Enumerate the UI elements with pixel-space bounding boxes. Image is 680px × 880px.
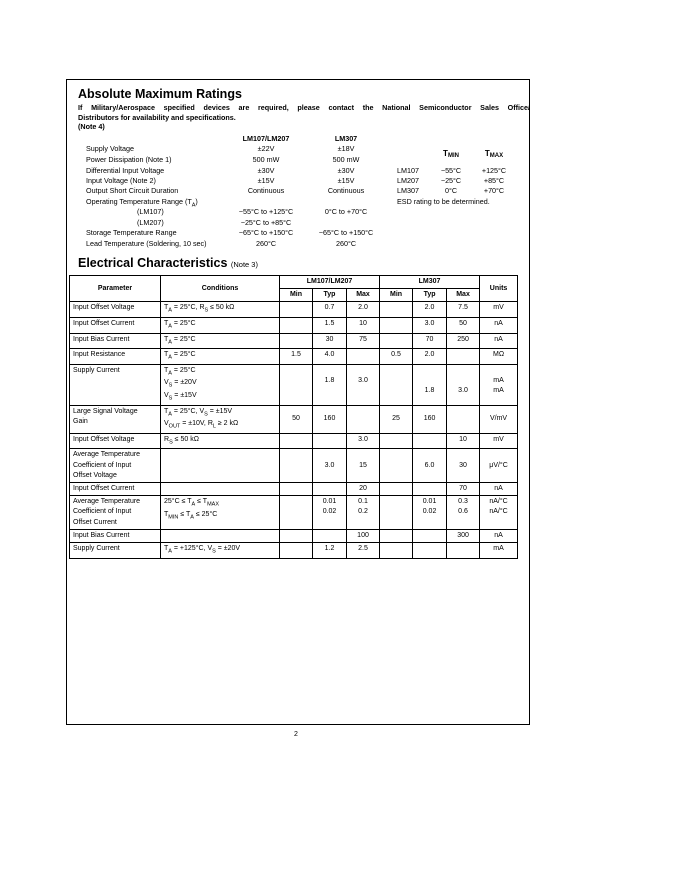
amr-value: −65°C to +150°C xyxy=(238,228,294,237)
value-cell xyxy=(280,318,313,334)
value-cell xyxy=(447,349,480,365)
value-cell xyxy=(313,496,347,530)
parameter-cell xyxy=(70,496,161,530)
value-cell xyxy=(280,364,313,405)
temp-max: +125°C xyxy=(481,166,507,175)
value-cell: 30 xyxy=(313,333,347,349)
value-cell xyxy=(380,542,413,558)
amr-label: Lead Temperature (Soldering, 10 sec) xyxy=(86,239,207,248)
cell-line xyxy=(316,366,343,376)
parameter-cell xyxy=(70,449,161,483)
table-row xyxy=(70,405,518,433)
amr-value: 0°C to +70°C xyxy=(324,207,368,216)
temp-max: +70°C xyxy=(483,186,505,195)
cell-line: $T_A = 25^\circ C$, $R_S \le 50$ kΩ xyxy=(164,304,235,314)
value-cell: 20 xyxy=(347,482,380,495)
value-cell: 1.5 xyxy=(313,318,347,334)
units-cell: nA xyxy=(480,333,518,349)
cell-line: 3.0 xyxy=(358,376,368,384)
header-typ: Typ xyxy=(413,289,447,302)
value-cell xyxy=(413,482,447,495)
cell-line xyxy=(383,386,409,396)
amr-value: −55°C to +125°C xyxy=(238,207,294,216)
cell-line: 0.1 xyxy=(358,498,368,506)
value-cell: 1.5 xyxy=(280,349,313,365)
electrical-characteristics-table xyxy=(69,275,518,559)
amr-value: ±30V xyxy=(337,166,355,175)
units-cell: nA xyxy=(480,318,518,334)
parameter-cell xyxy=(70,318,161,334)
amr-value: 500 mW xyxy=(332,155,360,164)
value-cell xyxy=(380,364,413,405)
cell-line: $R_S \le 50$ kΩ xyxy=(164,435,199,446)
value-cell xyxy=(413,433,447,449)
cell-line: Coefficient of Input xyxy=(73,461,132,469)
parameter-cell xyxy=(70,302,161,318)
value-cell: 2.0 xyxy=(413,302,447,318)
value-cell xyxy=(280,333,313,349)
cell-line xyxy=(383,497,409,507)
temp-part: LM307 xyxy=(397,186,419,195)
amr-value: −65°C to +150°C xyxy=(318,228,374,237)
amr-col-lm307: LM307 xyxy=(334,134,358,143)
units-cell: μV/°C xyxy=(480,449,518,483)
amr-intro-note: (Note 4) xyxy=(78,122,105,131)
value-cell xyxy=(380,318,413,334)
amr-label: (LM207) xyxy=(137,218,164,227)
value-cell: 2.5 xyxy=(347,542,380,558)
table-row xyxy=(70,318,518,334)
cell-line: Coefficient of Input xyxy=(73,508,132,516)
value-cell xyxy=(280,529,313,542)
temp-part: LM107 xyxy=(397,166,419,175)
cell-line xyxy=(316,386,343,396)
amr-ratings xyxy=(0,0,680,260)
cell-line: Large Signal Voltage xyxy=(73,407,138,415)
value-cell xyxy=(347,405,380,433)
conditions-cell xyxy=(161,529,280,542)
parameter-cell xyxy=(70,542,161,558)
temp-max: +85°C xyxy=(483,176,505,185)
table-row xyxy=(70,349,518,365)
value-cell: 1.2 xyxy=(313,542,347,558)
table-row xyxy=(70,302,518,318)
table-row xyxy=(70,364,518,405)
amr-value: 260°C xyxy=(335,239,357,248)
units-cell: mV xyxy=(480,302,518,318)
header-min: Min xyxy=(280,289,313,302)
cell-line: Offset Voltage xyxy=(73,471,117,479)
value-cell xyxy=(380,496,413,530)
units-cell: mA xyxy=(480,542,518,558)
value-cell: 160 xyxy=(413,405,447,433)
cell-line: Supply Current xyxy=(73,544,120,552)
cell-line: $T_A = 25^\circ C$, $V_S = \pm 15V$ xyxy=(164,407,233,417)
amr-label: Supply Voltage xyxy=(86,144,134,153)
conditions-cell xyxy=(161,318,280,334)
esd-note: ESD rating to be determined. xyxy=(397,197,490,206)
table-row xyxy=(70,496,518,530)
value-cell: 2.0 xyxy=(413,349,447,365)
cell-line: Input Resistance xyxy=(73,351,126,359)
value-cell: 30 xyxy=(447,449,480,483)
value-cell xyxy=(347,364,380,405)
temp-part: LM207 xyxy=(397,176,419,185)
value-cell: 3.0 xyxy=(313,449,347,483)
value-cell xyxy=(280,496,313,530)
amr-col-lm107: LM107/LM207 xyxy=(242,134,290,143)
cell-line xyxy=(450,366,476,376)
cell-line xyxy=(450,376,476,386)
cell-line: $T_A = 25^\circ C$ xyxy=(164,320,196,330)
value-cell: 100 xyxy=(347,529,380,542)
value-cell xyxy=(313,364,347,405)
parameter-cell xyxy=(70,433,161,449)
value-cell: 50 xyxy=(280,405,313,433)
cell-line: 0.02 xyxy=(322,508,337,516)
temp-min: 0°C xyxy=(444,186,458,195)
cell-line: 0.3 xyxy=(458,498,468,506)
value-cell: 250 xyxy=(447,333,480,349)
value-cell xyxy=(447,542,480,558)
cell-line xyxy=(416,366,443,376)
amr-value: Continuous xyxy=(327,186,365,195)
value-cell xyxy=(280,302,313,318)
cell-line: $V_S = \pm 15V$ xyxy=(164,391,197,402)
amr-value: Continuous xyxy=(247,186,285,195)
value-cell xyxy=(413,542,447,558)
value-cell: 0.7 xyxy=(313,302,347,318)
cell-line xyxy=(350,366,376,376)
value-cell: 2.0 xyxy=(347,302,380,318)
units-cell: nA xyxy=(480,482,518,495)
conditions-cell xyxy=(161,364,280,405)
value-cell: 15 xyxy=(347,449,380,483)
value-cell: 75 xyxy=(347,333,380,349)
conditions-cell xyxy=(161,433,280,449)
cell-line: mA xyxy=(493,387,504,395)
amr-label: Output Short Circuit Duration xyxy=(86,186,179,195)
cell-line: $V_S = \pm 20V$ xyxy=(164,379,197,389)
amr-value: ±15V xyxy=(257,176,275,185)
table-row xyxy=(70,333,518,349)
value-cell: 3.0 xyxy=(413,318,447,334)
header-lm107: LM107/LM207 xyxy=(280,276,380,289)
units-cell: mV xyxy=(480,433,518,449)
page-number: 2 xyxy=(294,731,298,738)
amr-value: ±30V xyxy=(257,166,275,175)
amr-intro-line-1: If Military/Aerospace specified devices are required, please contact the National Semiconductor Sales Office/ xyxy=(78,103,530,112)
conditions-cell xyxy=(161,542,280,558)
value-cell xyxy=(280,482,313,495)
conditions-cell xyxy=(161,496,280,530)
cell-line: Input Offset Voltage xyxy=(73,435,135,443)
cell-line: 0.01 xyxy=(322,498,337,506)
header-conditions: Conditions xyxy=(161,276,280,302)
conditions-cell xyxy=(161,349,280,365)
value-cell: 4.0 xyxy=(313,349,347,365)
value-cell: 70 xyxy=(447,482,480,495)
header-units: Units xyxy=(480,276,518,302)
value-cell xyxy=(313,482,347,495)
cell-line: Input Offset Current xyxy=(73,484,135,492)
cell-line xyxy=(383,376,409,386)
ec-table-body xyxy=(70,302,518,558)
amr-label: Differential Input Voltage xyxy=(86,166,165,175)
cell-line: Input Offset Voltage xyxy=(73,304,135,312)
value-cell xyxy=(280,449,313,483)
value-cell xyxy=(413,496,447,530)
cell-line: 3.0 xyxy=(458,387,468,395)
value-cell xyxy=(347,496,380,530)
header-lm307: LM307 xyxy=(380,276,480,289)
value-cell xyxy=(280,542,313,558)
value-cell xyxy=(347,349,380,365)
cell-line xyxy=(416,376,443,386)
amr-title: Absolute Maximum Ratings xyxy=(78,87,242,101)
value-cell xyxy=(413,364,447,405)
value-cell: 10 xyxy=(447,433,480,449)
value-cell: 10 xyxy=(347,318,380,334)
cell-line xyxy=(350,386,376,396)
value-cell xyxy=(380,433,413,449)
cell-line xyxy=(283,386,309,396)
parameter-cell xyxy=(70,482,161,495)
cell-line xyxy=(283,376,309,386)
value-cell: 50 xyxy=(447,318,480,334)
conditions-cell xyxy=(161,405,280,433)
units-cell xyxy=(480,364,518,405)
cell-line: 0.02 xyxy=(422,508,437,516)
units-cell xyxy=(480,496,518,530)
conditions-cell xyxy=(161,482,280,495)
header-typ: Typ xyxy=(313,289,347,302)
units-cell: V/mV xyxy=(480,405,518,433)
units-cell: nA xyxy=(480,529,518,542)
cell-line xyxy=(283,497,309,507)
value-cell xyxy=(413,529,447,542)
value-cell xyxy=(380,529,413,542)
temp-min: −25°C xyxy=(440,176,462,185)
cell-line: nA/°C xyxy=(489,498,508,506)
tmin-header: $T_{MIN}$ xyxy=(443,149,459,159)
table-row xyxy=(70,449,518,483)
amr-value: ±15V xyxy=(337,176,355,185)
value-cell xyxy=(380,482,413,495)
value-cell: 3.0 xyxy=(347,433,380,449)
cell-line xyxy=(164,484,276,494)
value-cell: 7.5 xyxy=(447,302,480,318)
value-cell: 70 xyxy=(413,333,447,349)
cell-line: Offset Current xyxy=(73,518,117,526)
value-cell xyxy=(313,529,347,542)
cell-line xyxy=(383,366,409,376)
conditions-cell xyxy=(161,333,280,349)
table-row xyxy=(70,542,518,558)
amr-label: Input Voltage (Note 2) xyxy=(86,176,156,185)
table-row xyxy=(70,529,518,542)
value-cell xyxy=(447,364,480,405)
amr-value: ±18V xyxy=(337,144,355,153)
parameter-cell xyxy=(70,349,161,365)
cell-line: 1.8 xyxy=(424,387,435,395)
cell-line: 0.2 xyxy=(358,508,368,516)
amr-value: ±22V xyxy=(257,144,275,153)
amr-label: (LM107) xyxy=(137,207,164,216)
value-cell: 25 xyxy=(380,405,413,433)
cell-line: $T_A = 25^\circ C$ xyxy=(164,335,196,345)
cell-line xyxy=(483,366,514,376)
header-max: Max xyxy=(447,289,480,302)
parameter-cell xyxy=(70,529,161,542)
value-cell: 0.5 xyxy=(380,349,413,365)
cell-line: $25^\circ C \le T_A \le T_{MAX}$ xyxy=(164,498,220,508)
value-cell xyxy=(380,333,413,349)
table-row xyxy=(70,482,518,495)
temp-min: −55°C xyxy=(440,166,462,175)
amr-value: 500 mW xyxy=(252,155,280,164)
amr-label: Power Dissipation (Note 1) xyxy=(86,155,172,164)
cell-line: mA xyxy=(493,376,504,384)
header-parameter: Parameter xyxy=(70,276,161,302)
cell-line: Input Bias Current xyxy=(73,531,130,539)
cell-line: nA/°C xyxy=(489,508,508,516)
tmax-header: $T_{MAX}$ xyxy=(484,149,504,159)
value-cell: 6.0 xyxy=(413,449,447,483)
value-cell: 300 xyxy=(447,529,480,542)
cell-line: 1.8 xyxy=(324,376,335,384)
value-cell xyxy=(380,302,413,318)
value-cell xyxy=(280,433,313,449)
table-row xyxy=(70,433,518,449)
value-cell xyxy=(380,449,413,483)
parameter-cell xyxy=(70,405,161,433)
value-cell xyxy=(313,433,347,449)
amr-intro-line-2: Distributors for availability and specifications. xyxy=(78,112,236,122)
conditions-cell xyxy=(161,302,280,318)
value-cell xyxy=(447,496,480,530)
cell-line: 0.01 xyxy=(422,498,437,506)
cell-line: Gain xyxy=(73,417,88,425)
cell-line: $T_A = 25^\circ C$ xyxy=(164,366,196,377)
amr-label: Operating Temperature Range $(T_A)$ xyxy=(86,197,198,209)
ec-title: Electrical Characteristics (Note 3) xyxy=(78,256,258,270)
cell-line: $T_A = 25^\circ C$ xyxy=(164,351,196,361)
amr-value: −25°C to +85°C xyxy=(240,218,292,227)
cell-line: Average Temperature xyxy=(73,498,141,506)
units-cell: MΩ xyxy=(480,349,518,365)
cell-line: $V_{OUT} = \pm 10V$, $R_L \ge 2$ kΩ xyxy=(164,420,239,430)
amr-label: Storage Temperature Range xyxy=(86,228,177,237)
header-min: Min xyxy=(380,289,413,302)
value-cell xyxy=(447,405,480,433)
conditions-cell xyxy=(161,449,280,483)
cell-line xyxy=(283,366,309,376)
parameter-cell xyxy=(70,364,161,405)
cell-line: 0.6 xyxy=(458,508,468,516)
value-cell: 160 xyxy=(313,405,347,433)
amr-value: 260°C xyxy=(255,239,277,248)
cell-line: $T_{MIN} \le T_A \le 25^\circ C$ xyxy=(164,510,218,521)
cell-line xyxy=(164,531,276,541)
cell-line: Input Offset Current xyxy=(73,320,135,327)
cell-line: Average Temperature xyxy=(73,451,141,459)
parameter-cell xyxy=(70,333,161,349)
header-max: Max xyxy=(347,289,380,302)
cell-line: Supply Current xyxy=(73,366,120,374)
cell-line: Input Bias Current xyxy=(73,335,130,343)
cell-line: $T_A = +125^\circ C$, $V_S = \pm 20V$ xyxy=(164,544,241,555)
cell-line xyxy=(164,450,276,460)
